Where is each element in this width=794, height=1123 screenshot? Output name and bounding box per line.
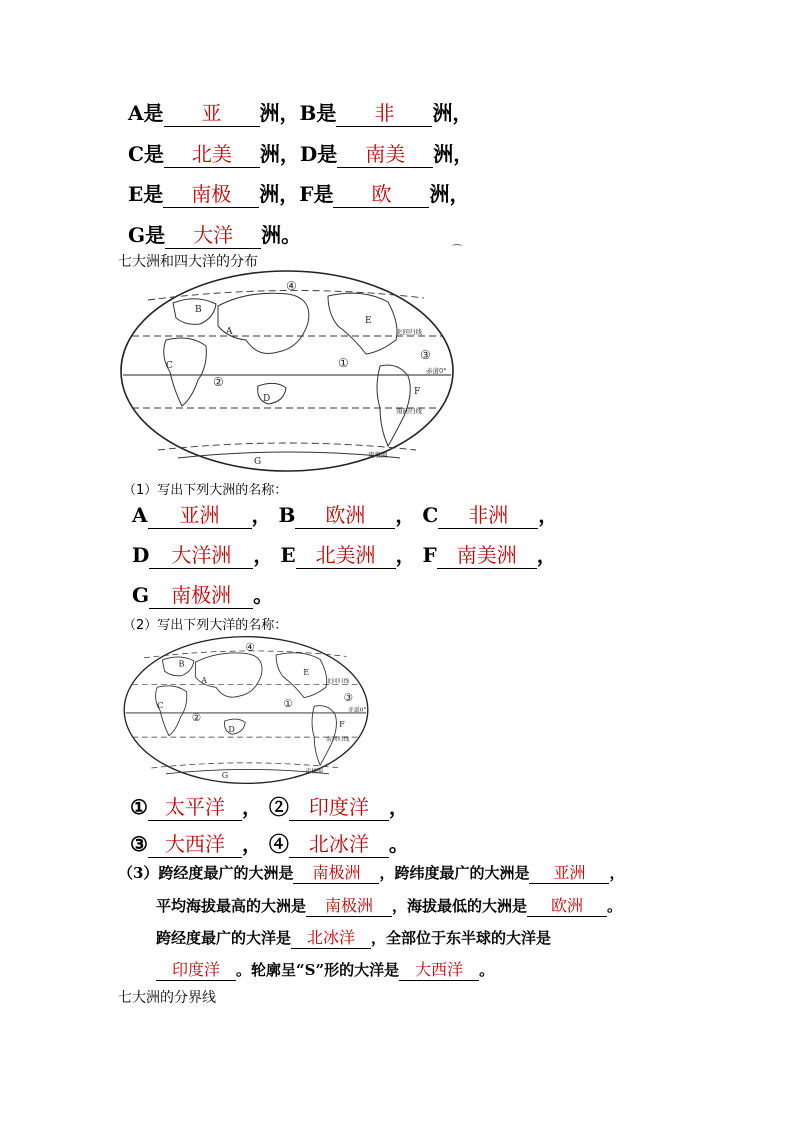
row-label: C是 [128, 142, 164, 166]
q1-row-1 [132, 499, 558, 529]
stray-mark [452, 244, 462, 249]
blank-label: D [132, 543, 150, 567]
answer-text: 大西洋 [164, 832, 225, 856]
answer-blank [163, 178, 259, 208]
answer-blank [336, 97, 432, 127]
answer-blank [293, 860, 379, 884]
answer-text: 亚 [201, 101, 222, 125]
answer-text: 亚洲 [179, 503, 220, 527]
map-label-d: D [263, 394, 271, 404]
answer-text: 北美 [191, 142, 232, 166]
answer-blank [306, 893, 392, 917]
blank-label: G [132, 583, 150, 607]
answer-text: 北美洲 [315, 543, 376, 567]
map-label-b: B [178, 659, 185, 669]
answer-blank [527, 893, 607, 917]
blank-label: ① [130, 795, 148, 819]
top-row-3 [128, 178, 469, 208]
blank-label: F [422, 543, 437, 567]
q3-line-2 [156, 893, 622, 917]
q3-text: （3）跨经度最广的大洲是 [118, 864, 294, 882]
answer-text: 南极洲 [312, 863, 361, 882]
answer-blank [438, 499, 538, 529]
section-title-distribution: 七大洲和四大洋的分布 [118, 254, 258, 270]
ocean-4-marker: ④ [286, 279, 297, 293]
separator: ， [538, 503, 559, 527]
q3-text: ，海拔最低的大洲是 [392, 897, 528, 915]
separator: 。 [253, 583, 274, 607]
map-label-e: E [365, 316, 372, 326]
top-row-4 [128, 219, 301, 249]
row-label: E是 [128, 182, 164, 206]
map-label-e: E [303, 667, 310, 677]
separator: 。 [388, 832, 409, 856]
answer-text: 南极洲 [325, 896, 374, 915]
separator: ， [395, 503, 416, 527]
ocean-1-marker: ① [338, 356, 349, 370]
separator: ， [395, 543, 416, 567]
map-label-c: C [157, 700, 164, 710]
equator-label: 赤道0° [347, 707, 367, 714]
answer-blank [399, 957, 479, 981]
q1-row-3 [132, 579, 273, 609]
separator: ， [251, 503, 272, 527]
map-label-c: C [166, 361, 173, 371]
q3-text: 。轮廓呈“S”形的大洋是 [236, 961, 400, 979]
separator: ， [241, 795, 262, 819]
q1-prompt: （1）写出下列大洲的名称： [123, 483, 288, 498]
q3-text: ， [609, 864, 625, 882]
blank-label: B [278, 503, 296, 527]
answer-blank [296, 539, 396, 569]
answer-text: 北冰洋 [307, 928, 356, 947]
map-label-a: A [201, 675, 208, 685]
answer-blank [165, 219, 261, 249]
answer-blank [333, 178, 429, 208]
answer-blank [337, 138, 433, 168]
answer-blank [291, 925, 371, 949]
q3-line-4 [156, 957, 494, 981]
map-label-b: B [195, 305, 202, 315]
map-label-a: A [226, 327, 233, 337]
q3-text: 。 [607, 897, 623, 915]
world-map-small [122, 634, 370, 786]
q2-prompt: （2）写出下列大洋的名称： [123, 618, 288, 633]
row-end-text: 洲， [429, 182, 470, 206]
map-label-d: D [228, 725, 235, 735]
ocean-3-marker: ③ [343, 692, 353, 705]
answer-text: 印度洋 [308, 795, 369, 819]
south-circle-label: 南极圈 [368, 451, 388, 459]
row-mid-text: 洲，B是 [259, 101, 337, 125]
row-end-text: 洲， [433, 142, 474, 166]
q3-line-3 [156, 925, 551, 949]
q3-text: ，全部位于东半球的大洋是 [371, 929, 552, 947]
blank-label: ④ [268, 832, 289, 856]
row-label: G是 [128, 223, 166, 247]
answer-blank [148, 791, 242, 821]
equator-label: 赤道0° [426, 367, 447, 375]
answer-text: 北冰洋 [308, 832, 369, 856]
answer-blank [164, 138, 260, 168]
ocean-2-marker: ② [213, 375, 224, 389]
world-map-large [118, 268, 456, 474]
north-tropic-label: 北回归线 [396, 328, 422, 336]
answer-text: 大洋 [193, 223, 234, 247]
row-label: A是 [128, 101, 164, 125]
answer-text: 大洋洲 [171, 543, 232, 567]
answer-text: 非 [374, 101, 395, 125]
blank-label: ② [268, 795, 289, 819]
answer-blank [529, 860, 609, 884]
separator: ， [388, 795, 409, 819]
answer-blank [437, 539, 537, 569]
answer-text: 亚洲 [553, 863, 586, 882]
separator: ， [241, 832, 262, 856]
answer-blank [148, 828, 242, 858]
answer-blank [289, 791, 389, 821]
section-title-boundaries: 七大洲的分界线 [118, 990, 216, 1006]
answer-blank [156, 957, 236, 981]
q2-row-2 [130, 828, 409, 858]
answer-text: 太平洋 [164, 795, 225, 819]
answer-text: 非洲 [468, 503, 509, 527]
q3-text: ，跨纬度最广的大洲是 [379, 864, 530, 882]
row-mid-text: 洲，F是 [259, 182, 334, 206]
ocean-2-marker: ② [191, 712, 201, 725]
answer-blank [148, 499, 252, 529]
answer-blank [164, 97, 260, 127]
answer-text: 欧洲 [325, 503, 366, 527]
answer-text: 南极 [191, 182, 232, 206]
q3-line-1 [118, 860, 624, 884]
answer-text: 印度洋 [171, 960, 220, 979]
row-mid-text: 洲，D是 [259, 142, 338, 166]
answer-text: 欧 [371, 182, 392, 206]
north-tropic-label: 北回归线 [325, 678, 350, 685]
separator: ， [536, 543, 557, 567]
answer-blank [295, 499, 395, 529]
blank-label: A [132, 503, 148, 527]
q1-row-2 [132, 539, 557, 569]
answer-text: 南美 [365, 142, 406, 166]
map-label-g: G [254, 457, 262, 467]
ocean-3-marker: ③ [420, 348, 431, 362]
ocean-4-marker: ④ [245, 641, 255, 654]
top-row-1 [128, 97, 472, 127]
q3-text: 跨经度最广的大洋是 [156, 929, 292, 947]
map-label-g: G [221, 771, 229, 781]
blank-label: C [422, 503, 439, 527]
row-end-text: 洲。 [261, 223, 302, 247]
answer-text: 南极洲 [171, 583, 232, 607]
answer-text: 南美洲 [456, 543, 517, 567]
answer-text: 欧洲 [551, 896, 584, 915]
top-row-2 [128, 138, 473, 168]
q2-row-1 [130, 791, 409, 821]
blank-label: ③ [130, 832, 148, 856]
q3-text: 平均海拔最高的大洲是 [156, 897, 307, 915]
separator: ， [253, 543, 274, 567]
row-end-text: 洲， [432, 101, 473, 125]
answer-blank [149, 539, 253, 569]
q3-text: 。 [479, 961, 495, 979]
map-label-f: F [339, 719, 345, 729]
ocean-1-marker: ① [283, 698, 293, 711]
south-circle-label: 南极圈 [305, 769, 324, 776]
south-tropic-label: 南回归线 [325, 736, 350, 743]
answer-blank [289, 828, 389, 858]
answer-blank [149, 579, 253, 609]
blank-label: E [280, 543, 296, 567]
map-label-f: F [414, 387, 421, 397]
answer-text: 大西洋 [415, 960, 464, 979]
south-tropic-label: 南回归线 [396, 407, 422, 415]
